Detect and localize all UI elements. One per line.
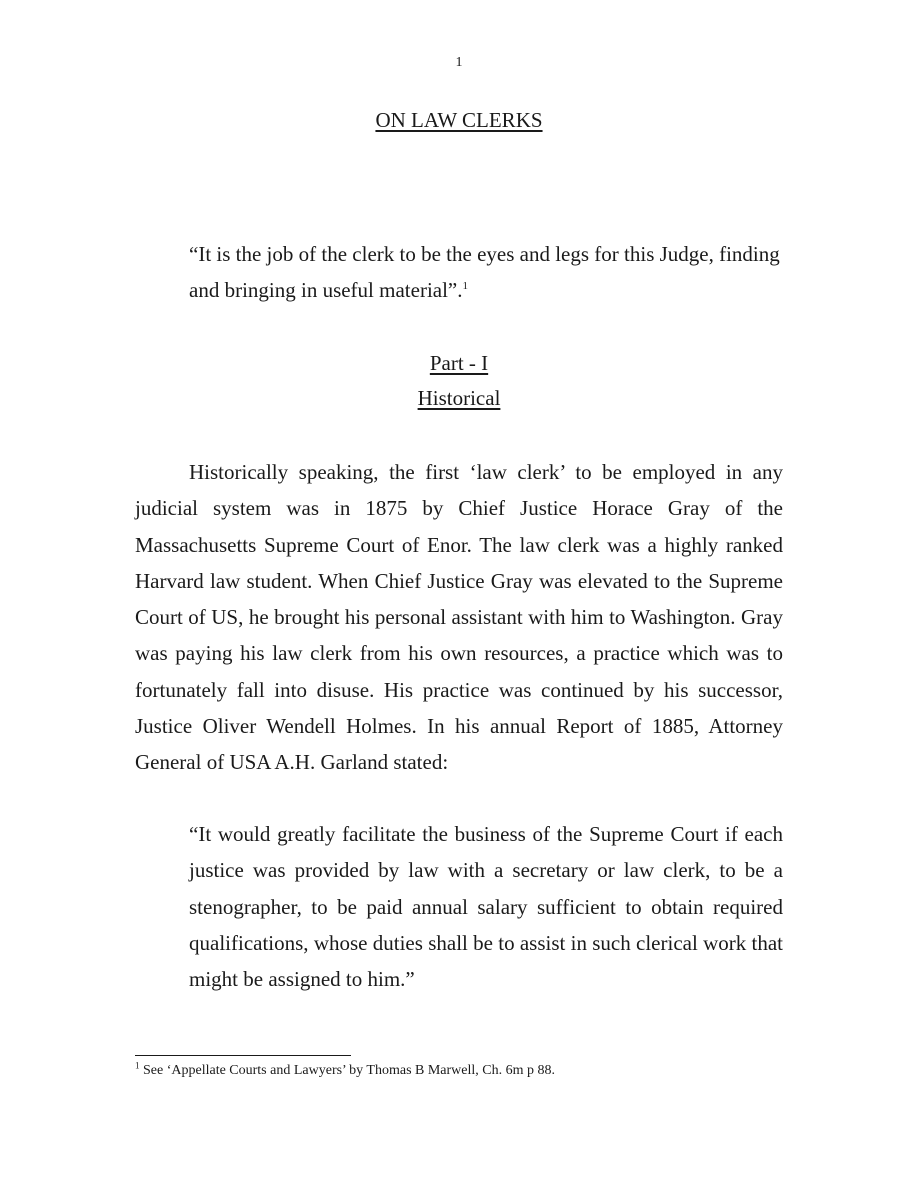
block-quote: “It would greatly facilitate the business of the Supreme Court if each justice was provided by law with a secretary or law clerk, to be a stenographer, to be paid annual salary sufficient to obtain required qualifications, whose duties shall be to assist in such clerical work that might be assigned to him.” — [189, 822, 783, 992]
epigraph — [189, 236, 783, 308]
section-heading — [0, 346, 918, 416]
footnote-marker: 1 — [135, 1060, 140, 1071]
section-title: Historical — [417, 386, 501, 410]
epigraph-paragraph — [189, 236, 783, 308]
footnote-reference: 1 — [462, 280, 469, 292]
epigraph-text: “It is the job of the clerk to be the eyes and legs for this Judge, finding and bringing in useful material”. — [189, 242, 780, 302]
page-number: 1 — [455, 55, 463, 70]
body-paragraph: Historically speaking, the first ‘law clerk’ to be employed in any judicial system was in 1875 by Chief Justice Horace Gray of the Massachusetts Supreme Court of Enor. The law clerk was a highly ranked Harvard law student. When Chief Justice Gray was elevated to the Supreme Court of US, he brought his personal assistant with him to Washington. Gray was paying his law clerk from his own resources, a practice which was to fortunately fall into disuse. His practice was continued by his successor, Justice Oliver Wendell Holmes. In his annual Report of 1885, Attorney General of USA A.H. Garland stated: — [135, 460, 783, 775]
part-label: Part - I — [429, 351, 489, 375]
footnote — [135, 1062, 785, 1080]
document-title: ON LAW CLERKS — [375, 108, 543, 132]
footnote-divider — [135, 1055, 351, 1056]
footnote-text: See ‘Appellate Courts and Lawyers’ by Thomas B Marwell, Ch. 6m p 88. — [139, 1063, 556, 1078]
